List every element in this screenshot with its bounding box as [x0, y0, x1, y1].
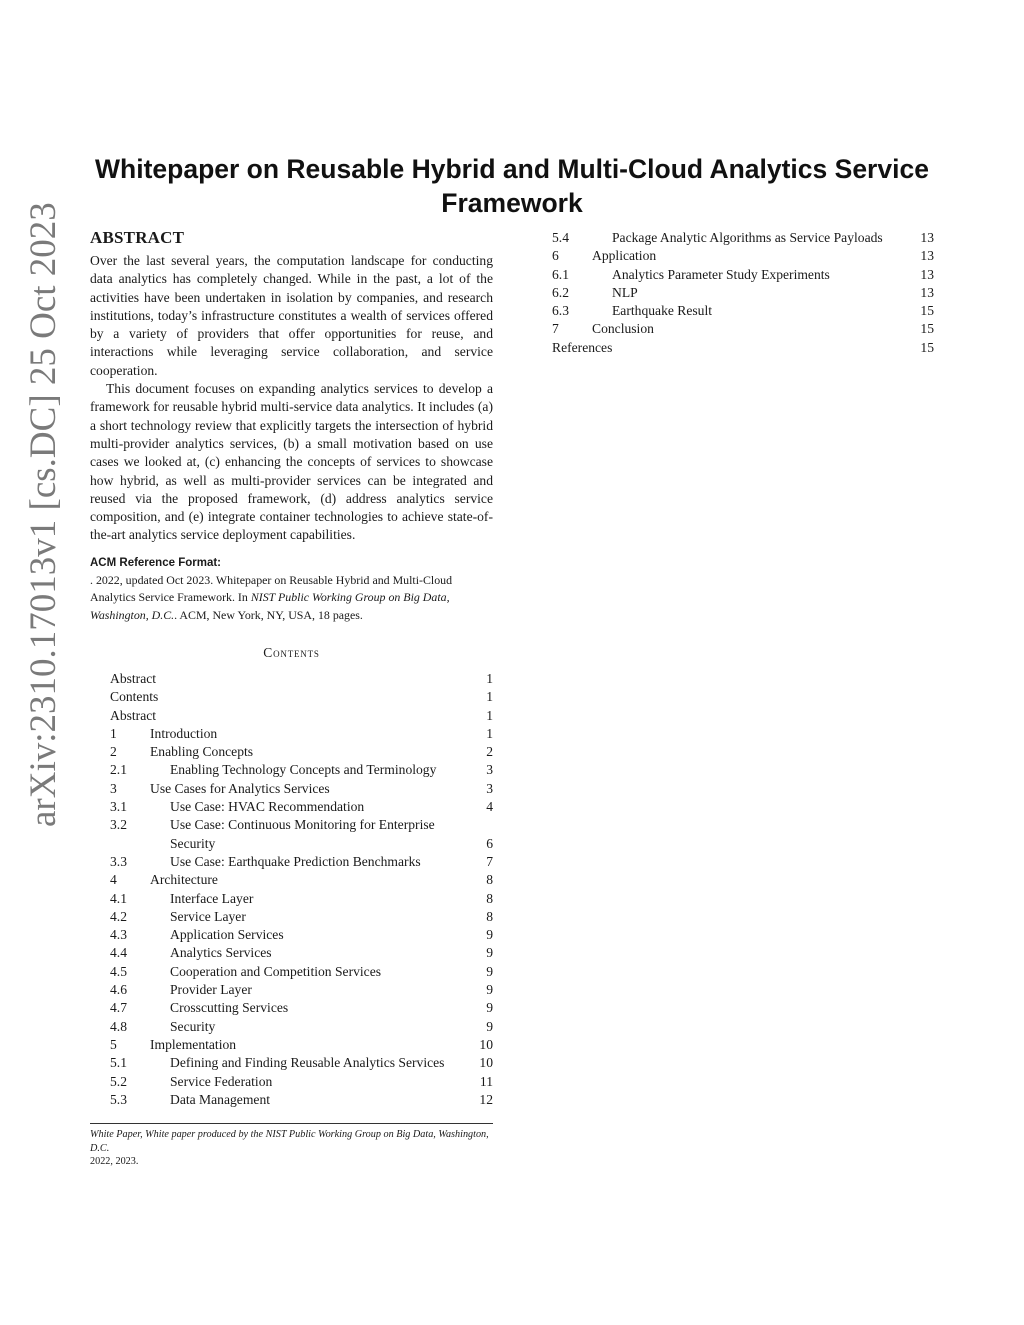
toc-entry-page: 9 — [486, 982, 493, 998]
toc-entry-page: 6 — [486, 835, 493, 851]
toc-entry-page: 3 — [486, 762, 493, 778]
toc-entry-page: 10 — [479, 1036, 493, 1052]
toc-entry-label: Analytics Services — [170, 945, 272, 961]
footnote-rule — [90, 1123, 493, 1124]
toc-entry-page: 2 — [486, 744, 493, 760]
toc-entry-page: 15 — [920, 339, 934, 355]
footnote-text: White Paper, White paper produced by the NIST Public Working Group on Big Data, Washington, D.C. — [90, 1129, 489, 1154]
toc-entry-page: 12 — [479, 1091, 493, 1107]
toc-entry-label: Introduction — [150, 725, 218, 741]
toc-entry-number: 4.3 — [110, 927, 127, 943]
toc-entry-number: 3.2 — [110, 817, 127, 833]
abstract-paragraph-2: This document focuses on expanding analytics services to develop a framework for reusable hybrid multi-service data analytics. It includes (a) a short technology review that explicitly targets the intersection of hybrid multi-provider analytics services, (b) a small motivation based on use cases we looked at, (c) enhancing the concepts of services to showcase how hybrid, as well as multi-provider services can be integrated and reused via the proposed framework, (d) address analytics service composition, and (e) integrate container technologies to achieve state-of-the-art analytics service deployment capabilities. — [90, 381, 493, 543]
toc-entry-page: 4 — [486, 799, 493, 815]
toc-entry-page: 10 — [479, 1055, 493, 1071]
toc-entry[interactable] — [110, 1018, 493, 1036]
toc-entry-label: Service Layer — [170, 908, 246, 924]
toc-entry-number: 4.8 — [110, 1018, 127, 1034]
toc-entry-number: 2 — [110, 744, 117, 760]
toc-entry[interactable] — [110, 944, 493, 962]
toc-entry-label: Abstract — [110, 670, 157, 686]
toc-entry[interactable] — [110, 981, 493, 999]
toc-entry-label: Cooperation and Competition Services — [170, 963, 382, 979]
toc-entry-number: 5.4 — [552, 230, 569, 245]
toc-entry[interactable] — [110, 725, 493, 743]
toc-entry-number: 4.2 — [110, 908, 127, 924]
footnote — [90, 1128, 493, 1169]
toc-entry-number: 4.1 — [110, 890, 127, 906]
toc-entry-label: Implementation — [150, 1036, 237, 1052]
toc-entry[interactable] — [110, 743, 493, 761]
toc-entry[interactable] — [110, 853, 493, 871]
toc-entry-label: Contents — [110, 689, 159, 705]
toc-entry-number: 3.3 — [110, 853, 127, 869]
toc-entry-label: Application Services — [170, 927, 284, 943]
left-column — [90, 227, 493, 1169]
toc-entry-number: 4.5 — [110, 963, 127, 979]
toc-entry[interactable] — [110, 780, 493, 798]
toc-entry-page: 13 — [920, 248, 934, 264]
toc-entry-label: Use Case: Earthquake Prediction Benchmarks — [170, 853, 421, 869]
toc-entry[interactable] — [552, 229, 934, 247]
toc-entry-number: 5.1 — [110, 1055, 127, 1071]
toc-entry-page: 9 — [486, 1018, 493, 1034]
acm-reference-text — [90, 572, 493, 624]
toc-entry-page: 13 — [920, 284, 934, 300]
toc-entry-label: Enabling Technology Concepts and Terminology — [170, 762, 437, 778]
toc-entry[interactable] — [552, 320, 934, 338]
toc-entry[interactable] — [552, 247, 934, 265]
toc-entry-label: NLP — [612, 284, 638, 300]
toc-entry[interactable] — [110, 1073, 493, 1091]
toc-entry-label: Package Analytic Algorithms as Service Payloads — [612, 230, 883, 245]
toc-entry[interactable] — [110, 670, 493, 688]
toc-left — [110, 670, 493, 1109]
toc-right — [552, 229, 934, 357]
footnote-year: 2022, 2023. — [90, 1156, 139, 1168]
toc-entry[interactable] — [110, 999, 493, 1017]
toc-entry-page: 11 — [479, 1073, 493, 1089]
toc-entry-label: Crosscutting Services — [170, 1000, 289, 1016]
toc-entry-page: 15 — [920, 321, 934, 337]
toc-entry-number: 4.6 — [110, 982, 127, 998]
toc-entry[interactable] — [110, 908, 493, 926]
toc-entry[interactable] — [110, 761, 493, 779]
toc-entry-label: Use Case: HVAC Recommendation — [170, 799, 365, 815]
toc-entry-label: Interface Layer — [170, 890, 254, 906]
toc-entry-number: 7 — [552, 321, 559, 337]
toc-entry-number: 5.3 — [110, 1091, 127, 1107]
toc-entry-page: 15 — [920, 303, 934, 319]
toc-entry-number: 4.4 — [110, 945, 127, 961]
toc-entry-page: 9 — [486, 927, 493, 943]
toc-entry[interactable] — [552, 302, 934, 320]
contents-heading: Contents — [263, 644, 320, 660]
toc-entry-number: 1 — [110, 725, 117, 741]
abstract-heading: ABSTRACT — [90, 228, 185, 247]
toc-entry-number: 3 — [110, 780, 117, 796]
toc-entry-number: 2.1 — [110, 762, 127, 778]
toc-entry-page: 8 — [486, 872, 493, 888]
toc-entry-page: 8 — [486, 908, 493, 924]
toc-entry-number: 6.1 — [552, 266, 569, 282]
toc-entry-label: Data Management — [170, 1091, 271, 1107]
toc-entry-page: 13 — [920, 266, 934, 282]
toc-entry-page: 13 — [920, 230, 934, 245]
toc-entry[interactable] — [110, 1091, 493, 1109]
toc-entry-label: Conclusion — [592, 321, 654, 337]
toc-entry-label: Security — [170, 1018, 216, 1034]
toc-entry-label-line: Security — [170, 835, 216, 851]
toc-entry[interactable] — [552, 266, 934, 284]
paper-title: Whitepaper on Reusable Hybrid and Multi-Cloud Analytics Service Framework — [95, 153, 929, 218]
toc-entry-page: 1 — [486, 670, 493, 686]
acm-text-after: . ACM, New York, NY, USA, 18 pages. — [174, 607, 363, 622]
toc-entry-page: 1 — [486, 689, 493, 705]
acm-text-before: . 2022, updated Oct 2023. Whitepaper on Reusable Hybrid and Multi-Cloud Analytics Service Framework. In — [90, 572, 453, 605]
toc-entry-page: 9 — [486, 945, 493, 961]
toc-entry[interactable] — [110, 963, 493, 981]
toc-entry[interactable] — [552, 339, 934, 357]
toc-entry[interactable] — [110, 890, 493, 908]
toc-entry-label: Architecture — [150, 872, 218, 888]
abstract-paragraph-1: Over the last several years, the computation landscape for conducting data analytics has completely changed. While in the past, a lot of the activities have been undertaken in isolation by companies, and research institutions, today’s infrastructure constitutes a wealth of services offered by a variety of providers that offer opportunities for reuse, and interactions while leveraging service collaboration, and service cooperation. — [90, 253, 493, 378]
toc-entry-page: 1 — [486, 707, 493, 723]
toc-entry[interactable] — [110, 816, 493, 853]
toc-entry-label: Analytics Parameter Study Experiments — [612, 266, 830, 282]
arxiv-side-stamp: arXiv:2310.17013v1 [cs.DC] 25 Oct 2023 — [23, 202, 64, 827]
toc-entry-page: 7 — [486, 853, 493, 869]
toc-entry-label: Service Federation — [170, 1073, 273, 1089]
toc-entry-label: Application — [592, 248, 657, 264]
toc-entry-label: Abstract — [110, 707, 157, 723]
toc-entry-number: 4 — [110, 872, 117, 888]
toc-entry-page: 1 — [486, 725, 493, 741]
toc-entry[interactable] — [110, 688, 493, 706]
toc-entry-page: 9 — [486, 963, 493, 979]
toc-entry[interactable] — [110, 1036, 493, 1054]
toc-entry-number: 6.3 — [552, 303, 569, 319]
toc-entry-number: 3.1 — [110, 799, 127, 815]
toc-entry[interactable] — [110, 1054, 493, 1072]
toc-entry-label: Enabling Concepts — [150, 744, 254, 760]
toc-entry[interactable] — [110, 707, 493, 725]
toc-entry[interactable] — [110, 871, 493, 889]
toc-entry-label: Provider Layer — [170, 982, 252, 998]
toc-entry-page: 9 — [486, 1000, 493, 1016]
toc-entry-number: 4.7 — [110, 1000, 127, 1016]
toc-entry-number: 5 — [110, 1036, 117, 1052]
toc-entry[interactable] — [110, 798, 493, 816]
toc-entry-label-line: Use Case: Continuous Monitoring for Enterprise — [170, 817, 435, 833]
toc-entry[interactable] — [552, 284, 934, 302]
toc-entry-label: Defining and Finding Reusable Analytics Services — [170, 1055, 445, 1071]
toc-entry-label: Use Cases for Analytics Services — [150, 780, 330, 796]
toc-entry-number: 5.2 — [110, 1073, 127, 1089]
toc-entry-page: 3 — [486, 780, 493, 796]
toc-entry-label: Earthquake Result — [612, 303, 713, 319]
right-column — [552, 229, 934, 357]
toc-entry-number: 6.2 — [552, 284, 569, 300]
toc-entry-page: 8 — [486, 890, 493, 906]
acm-reference-heading: ACM Reference Format: — [90, 556, 221, 569]
toc-entry-number: 6 — [552, 248, 559, 264]
toc-entry-label — [170, 816, 435, 853]
toc-entry-label: References — [552, 339, 613, 355]
toc-entry[interactable] — [110, 926, 493, 944]
acm-venue: NIST Public Working Group on Big Data, Washington, D.C. — [90, 590, 450, 622]
